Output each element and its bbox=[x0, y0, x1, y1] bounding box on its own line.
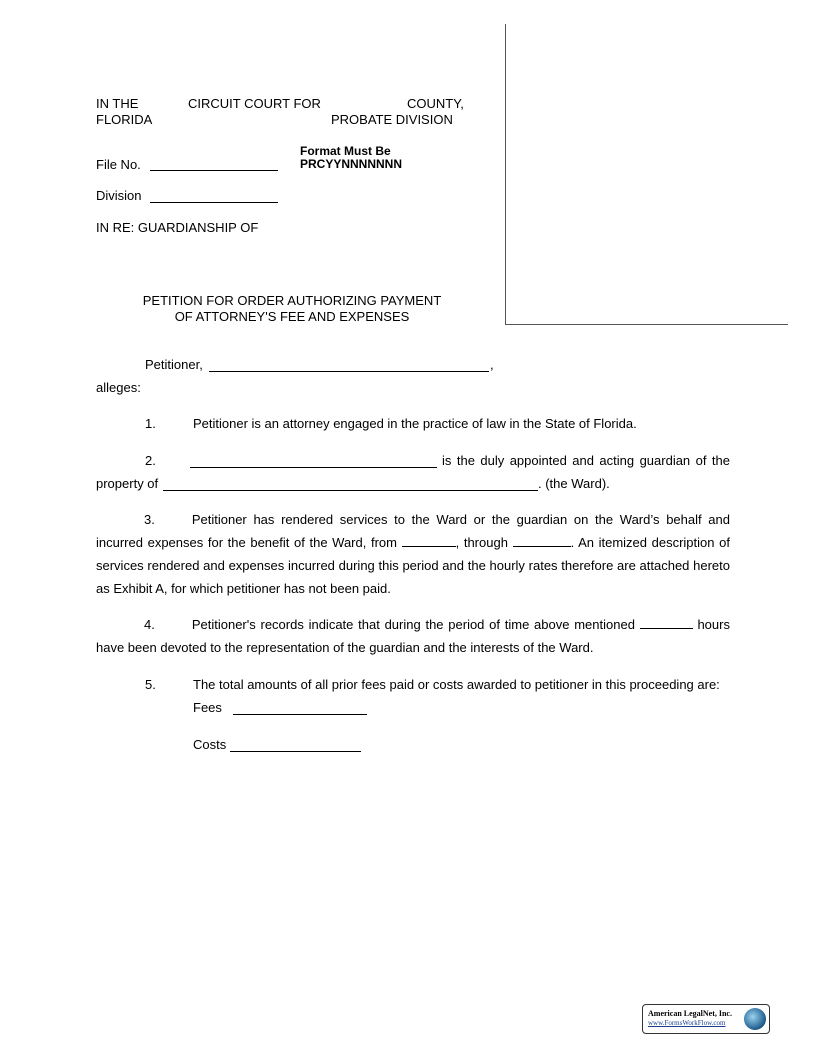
alleges-text: alleges: bbox=[96, 380, 141, 395]
para1-number: 1. bbox=[145, 416, 156, 431]
para4-number: 4. bbox=[144, 617, 155, 632]
in-re-guardianship: IN RE: GUARDIANSHIP OF bbox=[96, 220, 259, 235]
logo-url-link[interactable]: www.FormsWorkFlow.com bbox=[648, 1019, 726, 1027]
para5-text: The total amounts of all prior fees paid or costs awarded to petitioner in this proceeding are: bbox=[193, 677, 720, 692]
para4-text-a: Petitioner's records indicate that during the period of time above mentioned bbox=[191, 617, 635, 632]
costs-label: Costs bbox=[193, 737, 227, 752]
petition-title-line1: PETITION FOR ORDER AUTHORIZING PAYMENT bbox=[142, 293, 442, 308]
fees-field[interactable] bbox=[233, 702, 367, 715]
para3-text-a: Petitioner has rendered services to the Ward or the guardian on the Ward’s behalf and incurred expenses for the benefit of the Ward, from bbox=[96, 512, 730, 550]
globe-icon bbox=[744, 1008, 766, 1030]
file-no-label: File No. bbox=[96, 157, 141, 172]
para3-number: 3. bbox=[144, 512, 155, 527]
para4-text-b: hours have been devoted to the representation of the guardian and the interests of the Ward. bbox=[96, 617, 730, 655]
petitioner-comma: , bbox=[490, 357, 494, 372]
american-legalnet-logo bbox=[642, 1004, 770, 1034]
para2-number: 2. bbox=[145, 453, 156, 468]
caption-florida: FLORIDA bbox=[96, 112, 153, 127]
para1-text: Petitioner is an attorney engaged in the practice of law in the State of Florida. bbox=[193, 416, 637, 431]
para3-text-c: . An itemized description of services rendered and expenses incurred during this period and the hourly rates therefore are attached hereto as Exhibit A, for which petitioner has not been paid. bbox=[96, 535, 730, 596]
fees-label: Fees bbox=[193, 700, 222, 715]
petitioner-label: Petitioner, bbox=[145, 357, 203, 372]
caption-in-the: IN THE bbox=[96, 96, 139, 111]
stamp-area-vertical-line bbox=[505, 24, 506, 324]
file-no-format-line1: Format Must Be bbox=[300, 144, 391, 158]
stamp-area-horizontal-line bbox=[505, 324, 788, 325]
para2-text-c: . (the Ward). bbox=[538, 476, 610, 491]
logo-company-name: American LegalNet, Inc. bbox=[648, 1009, 732, 1018]
file-no-format-line2: PRCYYNNNNNNN bbox=[300, 157, 403, 171]
petition-title-line2: OF ATTORNEY'S FEE AND EXPENSES bbox=[174, 309, 410, 324]
petitioner-name-field[interactable] bbox=[209, 359, 489, 372]
through-date-field[interactable] bbox=[513, 534, 571, 547]
caption-county: COUNTY, bbox=[407, 96, 464, 111]
division-field[interactable] bbox=[150, 190, 278, 203]
para2-text-a: is the duly appointed and acting guardian of the bbox=[442, 453, 730, 468]
guardian-name-field[interactable] bbox=[190, 455, 437, 468]
para5-number: 5. bbox=[145, 677, 156, 692]
caption-probate-division: PROBATE DIVISION bbox=[331, 112, 453, 127]
division-label: Division bbox=[96, 188, 142, 203]
para3-text-b: , through bbox=[455, 535, 508, 550]
ward-name-field[interactable] bbox=[163, 478, 538, 491]
caption-circuit-court: CIRCUIT COURT FOR bbox=[188, 96, 321, 111]
hours-field[interactable] bbox=[640, 616, 693, 629]
costs-field[interactable] bbox=[230, 739, 361, 752]
para4 bbox=[96, 613, 730, 659]
from-date-field[interactable] bbox=[402, 534, 456, 547]
file-no-field[interactable] bbox=[150, 158, 278, 171]
para2-text-b: property of bbox=[96, 476, 159, 491]
para3 bbox=[96, 508, 730, 600]
